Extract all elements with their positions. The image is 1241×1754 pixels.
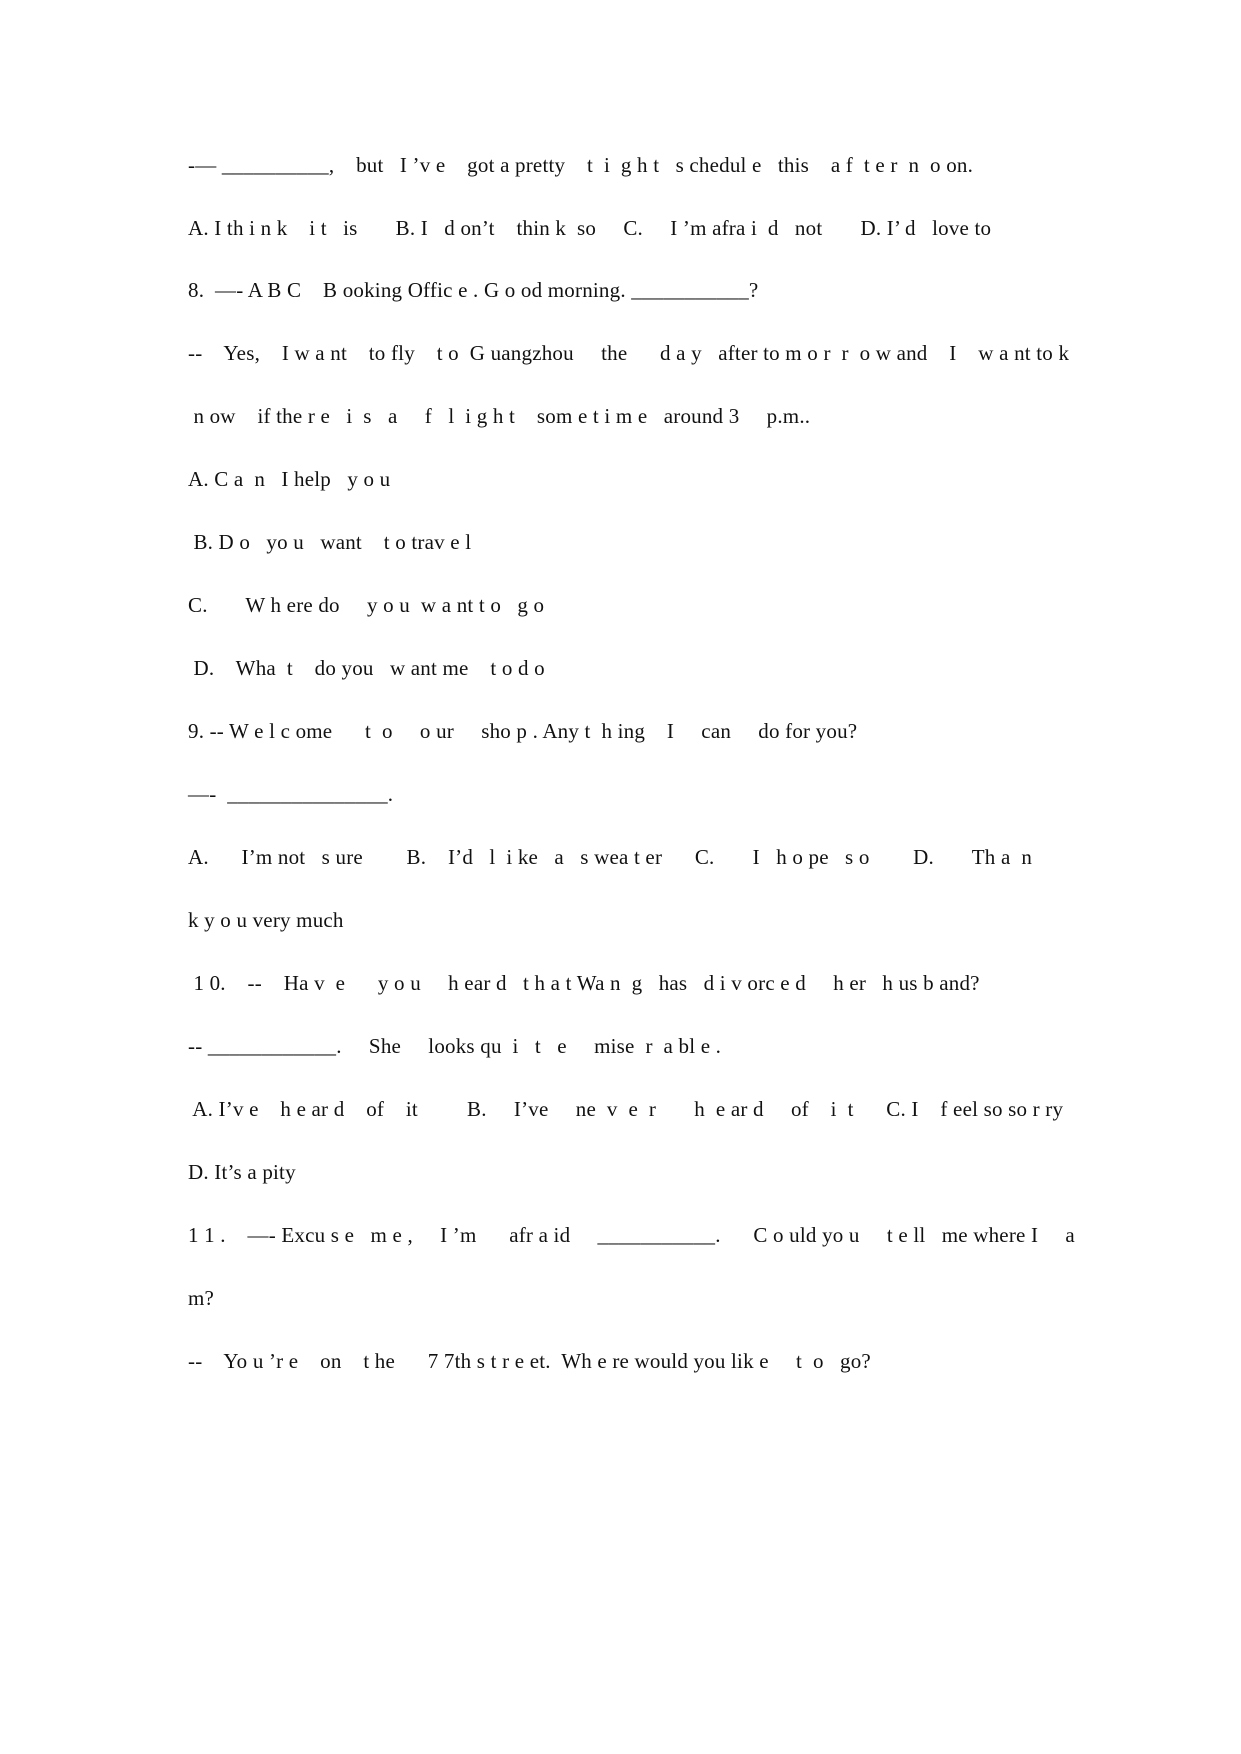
text-line-2: A. I th i n k i t is B. I d on’t thin k so C. I ’m afra i d not D. I’ d love to — [188, 216, 992, 240]
text-line-13: k y o u very much — [188, 908, 344, 932]
text-line-19: m? — [188, 1286, 215, 1310]
text-line-5: n ow if the r e i s a f l i g h t som e t i m e around 3 p.m.. — [188, 404, 811, 428]
text-line-11: —- _______________. — [188, 782, 394, 806]
text-line-20: -- Yo u ’r e on t he 7 7th s t r e et. Wh e re would you lik e t o go? — [188, 1349, 871, 1373]
text-line-17: D. It’s a pity — [188, 1160, 296, 1184]
text-line-18: 1 1 . —- Excu s e m e , I ’m afr a id ___________. C o uld yo u t e ll me where I a — [188, 1223, 1075, 1247]
text-line-9: D. Wha t do you w ant me t o d o — [188, 656, 545, 680]
text-line-12: A. I’m not s ure B. I’d l i ke a s wea t er C. I h o pe s o D. Th a n — [188, 845, 1033, 869]
text-line-1: -— __________, but I ’v e got a pretty t i g h t s chedul e this a f t e r n o on. — [188, 153, 974, 177]
text-line-10: 9. -- W e l c ome t o o ur sho p . Any t h ing I can do for you? — [188, 719, 858, 743]
text-line-15: -- ____________. She looks qu i t e mise r a bl e . — [188, 1034, 722, 1058]
text-line-3: 8. —- A B C B ooking Offic e . G o od morning. ___________? — [188, 278, 759, 302]
text-line-4: -- Yes, I w a nt to fly t o G uangzhou the d a y after to m o r r o w and I w a nt to k — [188, 341, 1070, 365]
text-line-16: A. I’v e h e ar d of it B. I’ve ne v e r h e ar d of i t C. I f eel so so r ry — [188, 1097, 1064, 1121]
text-line-8: C. W h ere do y o u w a nt t o g o — [188, 593, 545, 617]
text-line-7: B. D o yo u want t o trav e l — [188, 530, 472, 554]
text-line-14: 1 0. -- Ha v e y o u h ear d t h a t Wa n g has d i v orc e d h er h us b and? — [188, 971, 980, 995]
text-line-6: A. C a n I help y o u — [188, 467, 391, 491]
